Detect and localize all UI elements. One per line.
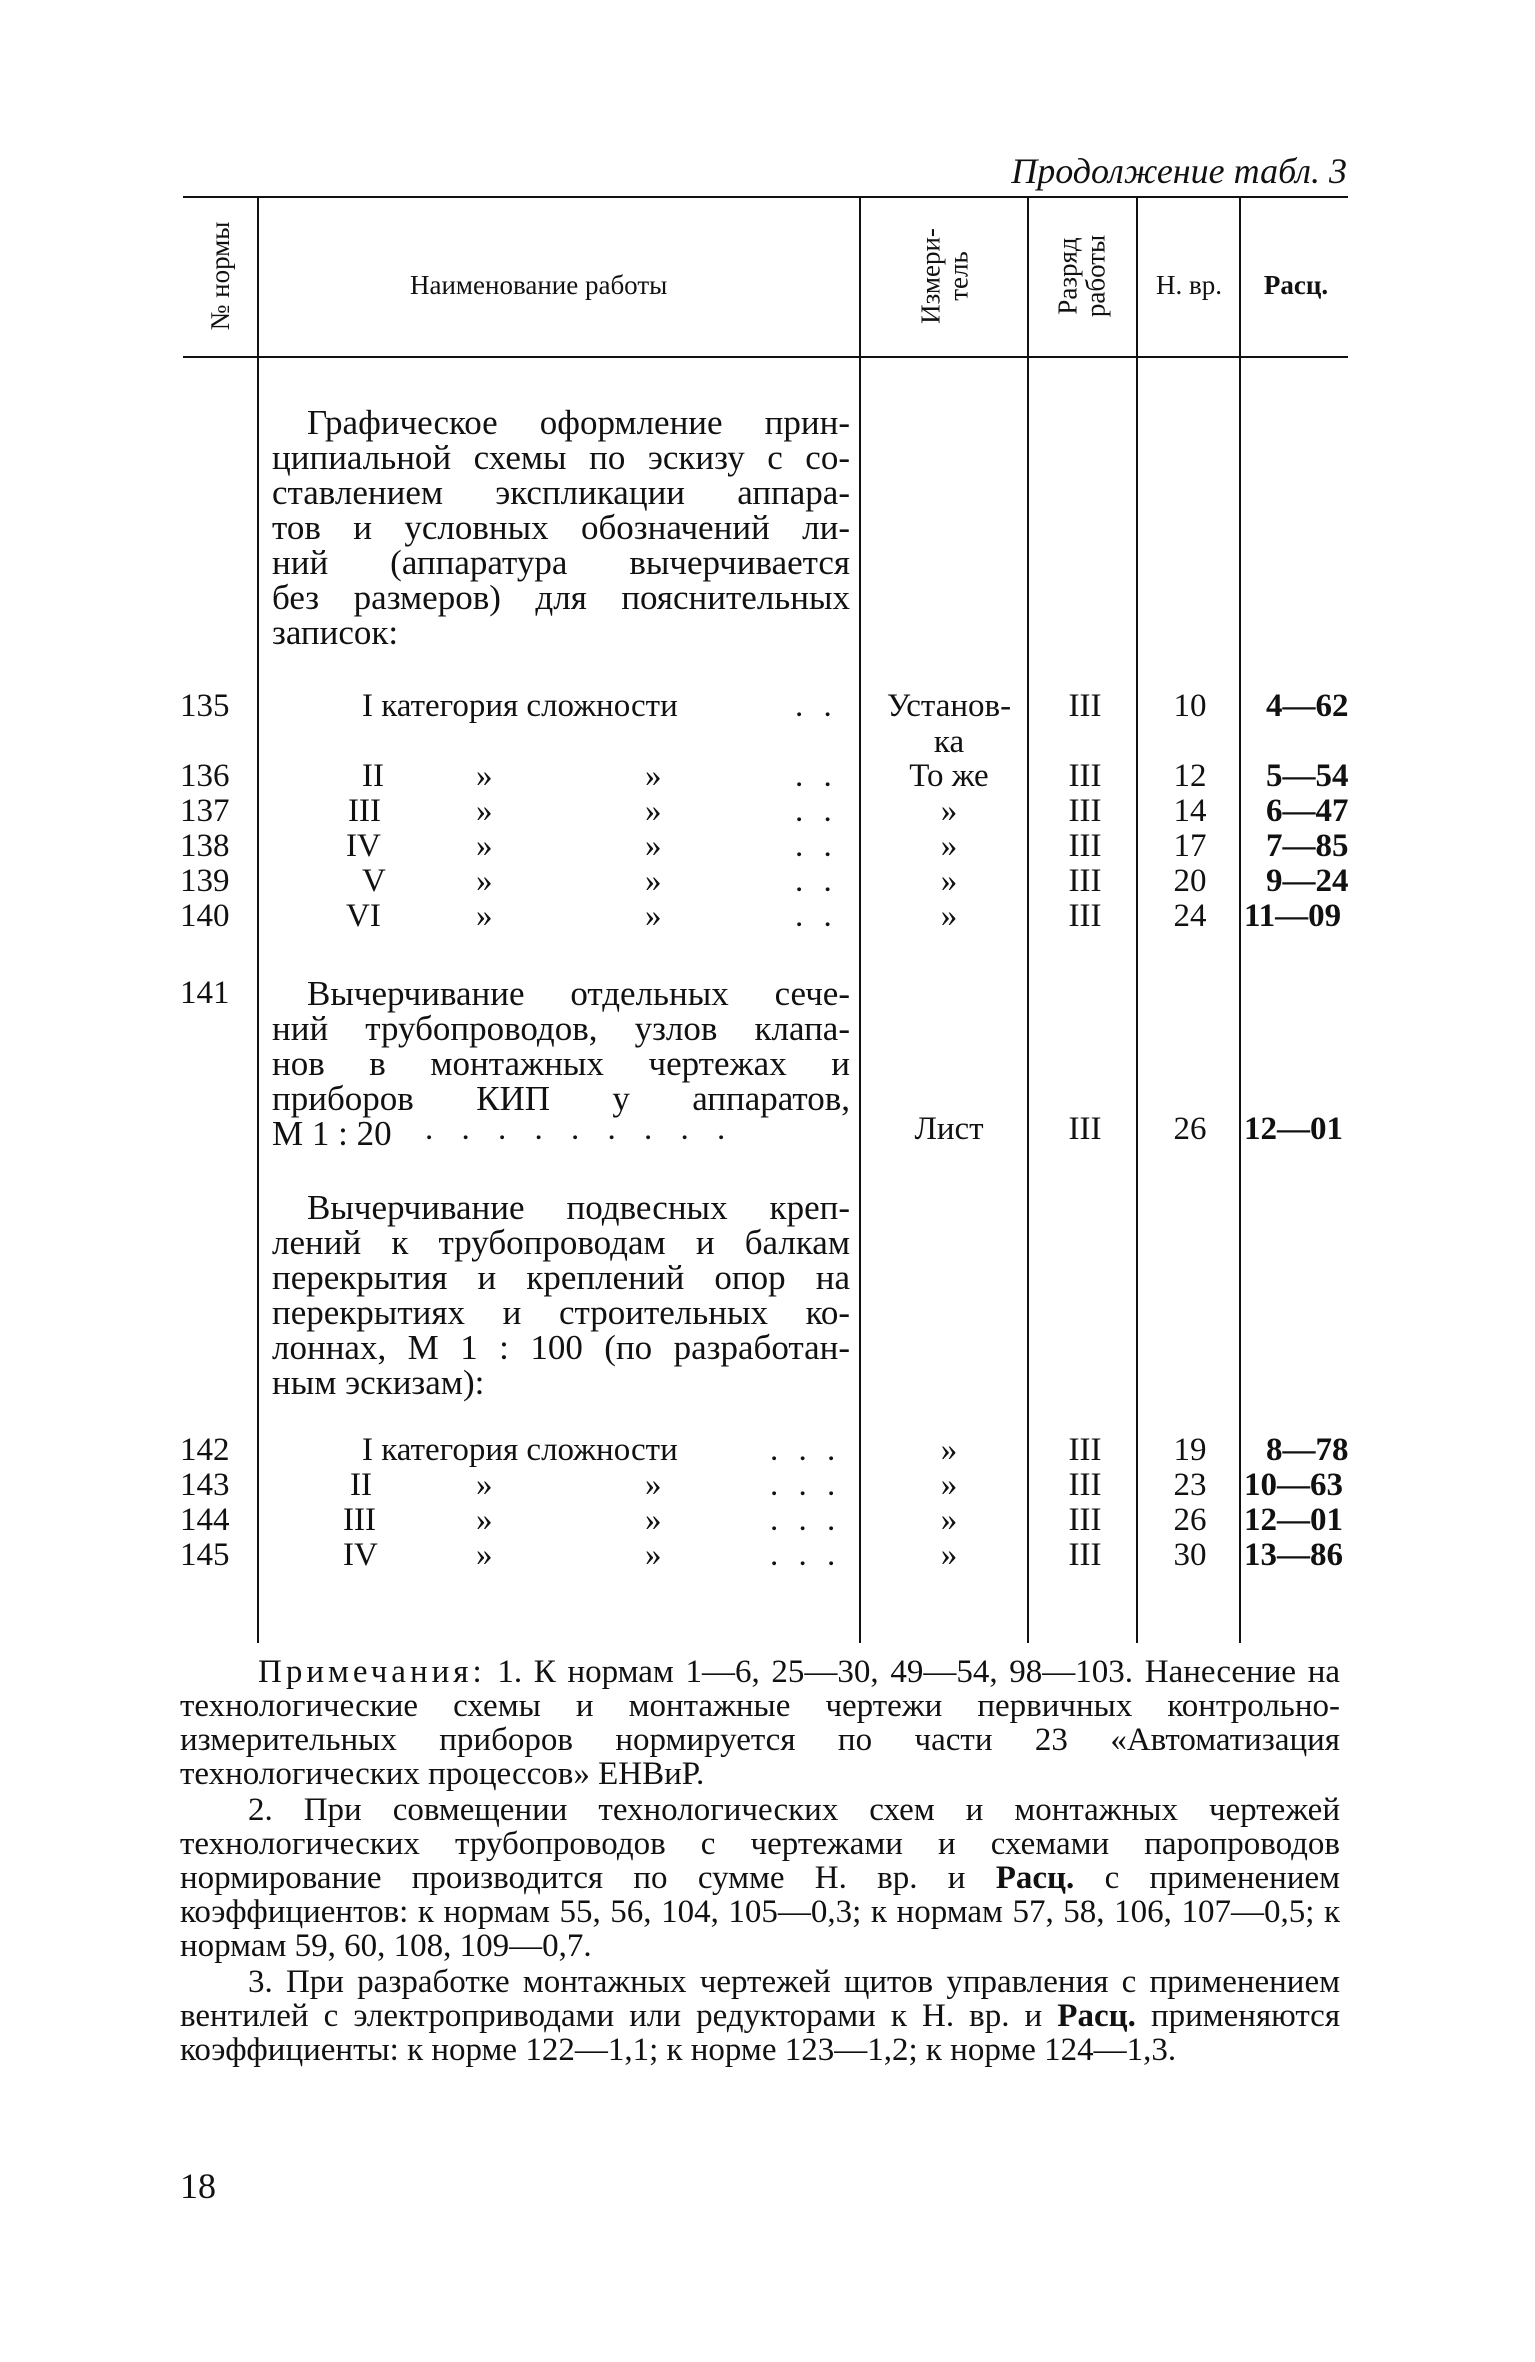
- time-norm: 24: [1173, 898, 1207, 934]
- ditto-mark: »: [645, 793, 662, 829]
- ditto-mark: »: [645, 758, 662, 794]
- note-3: [180, 1965, 1340, 2067]
- group1-line: ний (аппаратура вычерчивается: [272, 543, 850, 582]
- rate-value: 12—01: [1244, 1111, 1343, 1147]
- leader-dots: . . .: [770, 1502, 842, 1538]
- note-3-text-a: 3. При разработке монтажных чертежей щитов управления с применением вентилей с электроприводами или редукторами к Н. вр. и: [180, 1964, 1340, 2034]
- grade-value: III: [1068, 1111, 1102, 1147]
- note-1: [180, 1655, 1340, 1791]
- note-2-text-a: 2. При совмещении технологических схем и монтажных чертежей технологических трубопроводов с чертежами и схемами паропроводов нормирование производится по сумме Н. вр. и: [180, 1792, 1340, 1896]
- leader-dots: . .: [795, 793, 838, 829]
- header-num: № нормы: [204, 221, 235, 331]
- work-name: III: [348, 793, 381, 829]
- norm-number: 136: [180, 758, 230, 794]
- row141-line: нов в монтажных чертежах и: [272, 1044, 850, 1083]
- leader-dots: . . .: [770, 1537, 842, 1573]
- ditto-mark: »: [645, 1502, 662, 1538]
- row141-line: М 1 : 20: [272, 1114, 392, 1153]
- grade-value: III: [1068, 898, 1102, 934]
- norm-number: 139: [180, 863, 230, 899]
- work-name: I категория сложности: [362, 1432, 678, 1468]
- time-norm: 26: [1173, 1111, 1207, 1147]
- leader-dots: . .: [795, 688, 838, 724]
- header-grade: [1054, 235, 1111, 317]
- unit-value: »: [940, 1502, 958, 1538]
- unit-value: Лист: [914, 1111, 984, 1147]
- ditto-mark: »: [645, 828, 662, 864]
- unit-line: ка: [933, 724, 965, 760]
- unit-value: »: [940, 898, 958, 934]
- rate-value: 12—01: [1244, 1502, 1343, 1538]
- ditto-mark: »: [476, 898, 493, 934]
- rate-value: 13—86: [1244, 1537, 1343, 1573]
- header-name: Наименование работы: [410, 270, 668, 300]
- time-norm: 19: [1173, 1432, 1207, 1468]
- header-grade-text: Разряд работы: [1052, 234, 1111, 318]
- row141-line: ний трубопроводов, узлов клапа-: [272, 1009, 850, 1048]
- time-norm: 30: [1173, 1537, 1207, 1573]
- ditto-mark: »: [645, 1467, 662, 1503]
- group1-line: ципиальной схемы по эскизу с со-: [272, 438, 850, 477]
- leader-dots: . . .: [770, 1467, 842, 1503]
- norm-number: 138: [180, 828, 230, 864]
- unit-value: [870, 688, 1028, 760]
- group1-line: Графическое оформление прин-: [307, 403, 850, 442]
- header-unit-text: Измери- тель: [915, 228, 974, 324]
- header-bottom-rule: [183, 356, 1348, 358]
- table-top-rule: [183, 196, 1348, 198]
- notes-block: [180, 1655, 1340, 2067]
- page-number: 18: [180, 2166, 216, 2206]
- ditto-mark: »: [645, 1537, 662, 1573]
- norm-number: 142: [180, 1432, 230, 1468]
- work-name: V: [362, 863, 386, 899]
- norm-number: 140: [180, 898, 230, 934]
- group2-line: перекрытиях и строительных ко-: [272, 1293, 850, 1332]
- row141-line: Вычерчивание отдельных сече-: [307, 974, 850, 1013]
- unit-value: »: [940, 793, 958, 829]
- work-name: III: [343, 1502, 376, 1538]
- norm-number: 141: [180, 975, 230, 1011]
- leader-dots: . . .: [770, 1432, 842, 1468]
- ditto-mark: »: [476, 863, 493, 899]
- unit-value: »: [940, 828, 958, 864]
- col-rule-2: [859, 196, 861, 1643]
- note-1-text: 1. К нормам 1—6, 25—30, 49—54, 98—103. Нанесение на технологические схемы и монтажные чертежи первичных контрольно-измерительных приборов нормируется по части 23 «Автоматизация технологических процессов» ЕНВиР.: [180, 1654, 1340, 1792]
- ditto-mark: »: [476, 1537, 493, 1573]
- row141-line: приборов КИП у аппаратов,: [272, 1079, 850, 1118]
- norm-number: 144: [180, 1502, 230, 1538]
- ditto-mark: »: [476, 828, 493, 864]
- group1-line: записок:: [272, 613, 399, 652]
- norm-number: 135: [180, 688, 230, 724]
- unit-value: То же: [909, 758, 989, 794]
- grade-value: III: [1068, 1502, 1102, 1538]
- leader-dots: . .: [795, 863, 838, 899]
- group2-line: лоннах, М 1 : 100 (по разработан-: [272, 1328, 850, 1367]
- rate-value: 10—63: [1244, 1467, 1343, 1503]
- rate-value: 6—47: [1266, 793, 1349, 829]
- group1-description: [272, 405, 850, 650]
- note-2-bold: Расц.: [995, 1860, 1075, 1896]
- time-norm: 17: [1173, 828, 1207, 864]
- leader-dots: . .: [795, 828, 838, 864]
- unit-line: Установ-: [886, 688, 1012, 724]
- norm-number: 145: [180, 1537, 230, 1573]
- ditto-mark: »: [476, 793, 493, 829]
- group2-description: [272, 1190, 850, 1400]
- group1-line: тов и условных обозначений ли-: [272, 508, 850, 547]
- ditto-mark: »: [476, 1502, 493, 1538]
- work-name: I категория сложности: [362, 688, 678, 724]
- time-norm: 23: [1173, 1467, 1207, 1503]
- leader-dots: . . . . . . . . .: [425, 1111, 736, 1147]
- notes-label: Примечания:: [258, 1654, 486, 1690]
- group1-line: без размеров) для пояснительных: [272, 578, 850, 617]
- grade-value: III: [1068, 793, 1102, 829]
- header-unit: [917, 228, 974, 324]
- rate-value: 5—54: [1266, 758, 1349, 794]
- time-norm: 14: [1173, 793, 1207, 829]
- note-2: [180, 1793, 1340, 1963]
- ditto-mark: »: [645, 898, 662, 934]
- rate-value: 9—24: [1266, 863, 1349, 899]
- ditto-mark: »: [476, 758, 493, 794]
- header-rate: Расц.: [1263, 270, 1329, 300]
- work-name: II: [350, 1467, 372, 1503]
- ditto-mark: »: [476, 1467, 493, 1503]
- time-norm: 26: [1173, 1502, 1207, 1538]
- grade-value: III: [1068, 863, 1102, 899]
- rate-value: 8—78: [1266, 1432, 1349, 1468]
- note-2-text-b: с применением коэффициентов: к нормам 55, 56, 104, 105—0,3; к нормам 57, 58, 106, 107—0,5; к нормам 59, 60, 108, 109—0,7.: [180, 1860, 1341, 1964]
- leader-dots: . .: [795, 758, 838, 794]
- norm-number: 137: [180, 793, 230, 829]
- group2-line: ным эскизам):: [272, 1363, 485, 1402]
- note-3-text-b: применяются коэффициенты: к норме 122—1,1; к норме 123—1,2; к норме 124—1,3.: [180, 1998, 1340, 2068]
- leader-dots: . .: [795, 898, 838, 934]
- work-name: IV: [346, 828, 381, 864]
- group2-line: Вычерчивание подвесных креп-: [307, 1188, 850, 1227]
- work-name: VI: [346, 898, 381, 934]
- grade-value: III: [1068, 1537, 1102, 1573]
- ditto-mark: »: [645, 863, 662, 899]
- time-norm: 12: [1173, 758, 1207, 794]
- time-norm: 20: [1173, 863, 1207, 899]
- grade-value: III: [1068, 1467, 1102, 1503]
- norm-number: 143: [180, 1467, 230, 1503]
- time-norm: 10: [1173, 688, 1207, 724]
- grade-value: III: [1068, 828, 1102, 864]
- unit-value: »: [940, 863, 958, 899]
- col-rule-1: [257, 196, 259, 1643]
- group1-line: ставлением экспликации аппара-: [272, 473, 850, 512]
- unit-value: »: [940, 1537, 958, 1573]
- work-name: II: [362, 758, 384, 794]
- unit-value: »: [940, 1467, 958, 1503]
- header-hvr: Н. вр.: [1156, 270, 1222, 300]
- unit-value: »: [940, 1432, 958, 1468]
- grade-value: III: [1068, 758, 1102, 794]
- grade-value: III: [1068, 688, 1102, 724]
- grade-value: III: [1068, 1432, 1102, 1468]
- rate-value: 7—85: [1266, 828, 1349, 864]
- table-caption: Продолжение табл. 3: [1011, 151, 1347, 191]
- work-name: IV: [343, 1537, 378, 1573]
- group2-line: лений к трубопроводам и балкам: [272, 1223, 850, 1262]
- group2-line: перекрытия и креплений опор на: [272, 1258, 850, 1297]
- rate-value: 11—09: [1244, 898, 1342, 934]
- note-3-bold: Расц.: [1057, 1998, 1136, 2034]
- rate-value: 4—62: [1266, 688, 1349, 724]
